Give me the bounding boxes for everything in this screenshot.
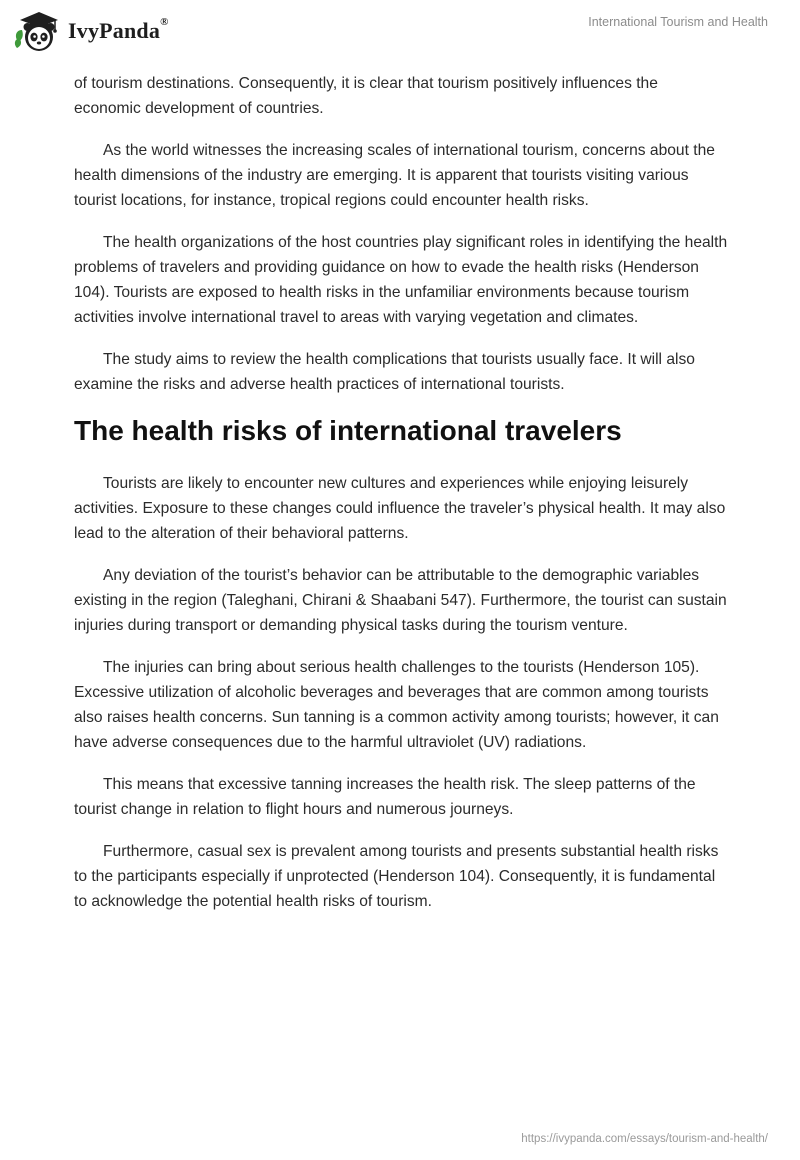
document-title: International Tourism and Health bbox=[588, 15, 768, 29]
paragraph: As the world witnesses the increasing scales of international tourism, concerns about the health dimensions of the industry are emerging. It is apparent that tourists visiting various tourist locations, for instance, tropical regions could encounter health risks. bbox=[74, 142, 715, 209]
paragraph: Furthermore, casual sex is prevalent among tourists and presents substantial health risks to the participants especially if unprotected (Henderson 104). Consequently, it is fundamental to acknowledge the potential health risks of tourism. bbox=[74, 843, 719, 910]
page-header bbox=[0, 0, 800, 70]
paragraph: Any deviation of the tourist’s behavior can be attributable to the demographic variables existing in the region (Taleghani, Chirani & Shaabani 547). Furthermore, the tourist can sustain injuries during transport or demanding physical tasks during the tourism venture. bbox=[74, 567, 727, 634]
brand-name: IvyPanda® bbox=[68, 16, 169, 43]
registered-mark: ® bbox=[160, 16, 169, 28]
paragraph: The health organizations of the host countries play significant roles in identifying the health problems of travelers and providing guidance on how to evade the health risks (Henderson 104). Tourists are exposed to health risks in the unfamiliar environments because tourism activities involve international travel to areas with varying vegetation and climates. bbox=[74, 234, 728, 326]
source-url[interactable]: https://ivypanda.com/essays/tourism-and-health/ bbox=[521, 1133, 768, 1145]
panda-graduate-icon bbox=[14, 8, 62, 54]
section-heading: The health risks of international travelers bbox=[74, 415, 622, 446]
paragraph: The injuries can bring about serious health challenges to the tourists (Henderson 105). Excessive utilization of alcoholic beverages and beverages that are common among tourists also raises health concerns. Sun tanning is a common activity among tourists; however, it can have adverse consequences due to the harmful ultraviolet (UV) radiations. bbox=[74, 659, 719, 751]
paragraph: This means that excessive tanning increases the health risk. The sleep patterns of the tourist change in relation to flight hours and numerous journeys. bbox=[74, 776, 696, 818]
ivypanda-logo[interactable] bbox=[14, 8, 169, 54]
paragraph: The study aims to review the health complications that tourists usually face. It will also examine the risks and adverse health practices of international tourists. bbox=[74, 351, 695, 393]
paragraph: Tourists are likely to encounter new cultures and experiences while enjoying leisurely activities. Exposure to these changes could influence the traveler’s physical health. It may also lead to the alteration of their behavioral patterns. bbox=[74, 475, 726, 542]
essay-body bbox=[74, 71, 728, 931]
paragraph: of tourism destinations. Consequently, it is clear that tourism positively influences the economic development of countries. bbox=[74, 75, 658, 117]
